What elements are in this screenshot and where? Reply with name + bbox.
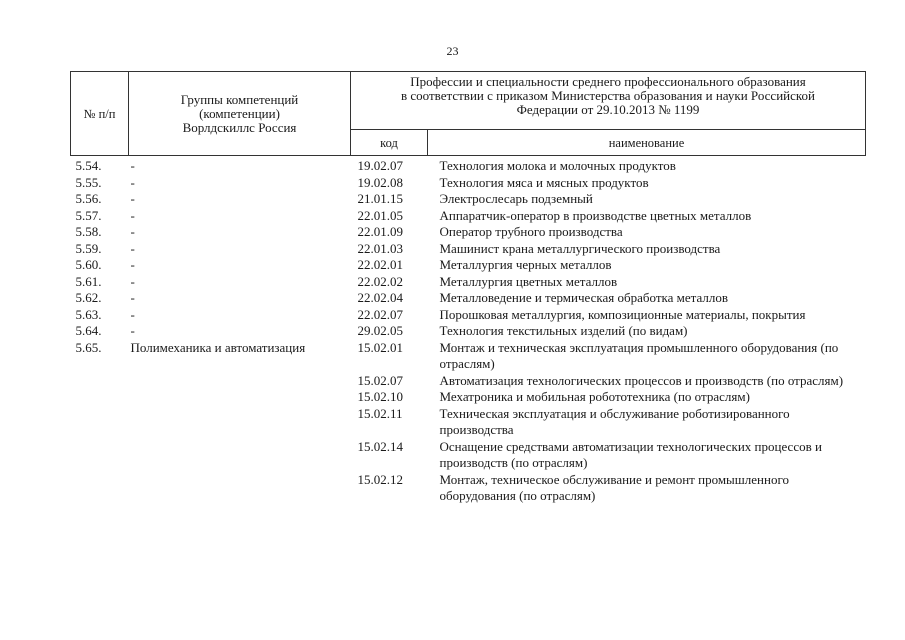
row-name: Автоматизация технологических процессов и производств (по отраслям) xyxy=(439,372,844,388)
header-num: № п/п xyxy=(71,72,129,156)
row-competency-group: - xyxy=(130,306,135,322)
header-professions-line: Федерации от 29.10.2013 № 1199 xyxy=(516,102,700,117)
row-competency-group xyxy=(129,406,351,439)
row-number: 5.56. xyxy=(75,191,102,206)
row-name: Металловедение и термическая обработка металлов xyxy=(439,290,728,305)
row-competency-group: - xyxy=(130,240,135,256)
row-code: 15.02.14 xyxy=(357,438,403,454)
table-row xyxy=(71,290,866,307)
row-number: 5.65. xyxy=(75,339,102,355)
table-row xyxy=(71,241,866,258)
header-group-line: Ворлдскиллс Россия xyxy=(182,119,297,135)
row-name: Монтаж и техническая эксплуатация промышленного оборудования (по отраслям) xyxy=(439,339,839,371)
row-number: 5.57. xyxy=(75,207,102,223)
row-number: 5.54. xyxy=(75,158,102,173)
row-number: 5.63. xyxy=(75,306,102,322)
row-competency-group xyxy=(129,373,351,390)
row-code: 22.02.04 xyxy=(357,290,403,305)
row-competency-group xyxy=(129,472,351,505)
row-number: 5.61. xyxy=(75,273,102,289)
competencies-table xyxy=(70,71,866,505)
table-body xyxy=(71,156,866,505)
row-name: Порошковая металлургия, композиционные материалы, покрытия xyxy=(439,306,806,322)
row-code: 22.02.01 xyxy=(357,257,403,272)
row-competency-group: - xyxy=(130,323,135,338)
row-code: 15.02.10 xyxy=(357,389,403,404)
row-number xyxy=(71,373,129,390)
row-competency-group: - xyxy=(130,191,135,206)
header-group xyxy=(129,72,351,156)
row-name: Техническая эксплуатация и обслуживание роботизированного производства xyxy=(439,405,790,437)
row-code: 29.02.05 xyxy=(357,323,403,338)
row-number: 5.59. xyxy=(75,240,102,256)
row-number xyxy=(71,439,129,472)
row-code: 22.01.03 xyxy=(357,240,403,256)
table-row xyxy=(71,373,866,390)
page-number: 23 xyxy=(446,44,459,58)
row-code: 15.02.11 xyxy=(357,405,403,421)
row-competency-group: - xyxy=(130,207,135,223)
row-code: 15.02.01 xyxy=(357,339,403,355)
row-competency-group: - xyxy=(130,257,135,272)
row-code: 15.02.12 xyxy=(357,471,403,487)
row-name: Оснащение средствами автоматизации технологических процессов и производств (по отраслям) xyxy=(439,438,822,470)
row-name: Аппаратчик-оператор в производстве цветных металлов xyxy=(439,207,752,223)
row-number xyxy=(71,472,129,505)
row-competency-group: - xyxy=(130,158,135,173)
header-group-line: Группы компетенций xyxy=(180,91,299,107)
row-number: 5.58. xyxy=(75,224,102,239)
row-competency-group: - xyxy=(130,224,135,239)
row-name: Оператор трубного производства xyxy=(439,224,623,239)
row-number: 5.60. xyxy=(75,257,102,272)
table-row xyxy=(71,389,866,406)
row-number: 5.62. xyxy=(75,290,102,305)
row-name: Машинист крана металлургического производства xyxy=(439,240,721,256)
header-name: наименование xyxy=(428,130,866,156)
row-code: 19.02.07 xyxy=(357,158,403,173)
table-row xyxy=(71,257,866,274)
row-code: 22.02.07 xyxy=(357,306,403,322)
table-row xyxy=(71,224,866,241)
table-row xyxy=(71,340,866,373)
row-competency-group: - xyxy=(130,174,135,190)
row-code: 22.01.05 xyxy=(357,207,403,223)
row-competency-group xyxy=(129,439,351,472)
table-row xyxy=(71,191,866,208)
row-number xyxy=(71,389,129,406)
competencies-table-container xyxy=(70,71,865,505)
row-number: 5.55. xyxy=(75,174,102,190)
row-name: Металлургия цветных металлов xyxy=(439,273,618,289)
table-row xyxy=(71,323,866,340)
row-number xyxy=(71,406,129,439)
row-competency-group: - xyxy=(130,273,135,289)
row-name: Мехатроника и мобильная робототехника (по отраслям) xyxy=(439,389,750,404)
header-professions-line: в соответствии с приказом Министерства образования и науки Российской xyxy=(401,88,815,103)
table-row xyxy=(71,175,866,192)
header-professions-line: Профессии и специальности среднего профессионального образования xyxy=(410,74,806,89)
table-row xyxy=(71,472,866,505)
row-competency-group: Полимеханика и автоматизация xyxy=(130,339,306,355)
table-row xyxy=(71,406,866,439)
header-group-line: (компетенции) xyxy=(199,105,280,121)
header-professions xyxy=(351,72,866,130)
header-code: код xyxy=(351,130,428,156)
table-header xyxy=(71,72,866,156)
row-code: 19.02.08 xyxy=(357,174,403,190)
row-name: Электрослесарь подземный xyxy=(439,191,593,206)
table-row xyxy=(71,156,866,175)
row-number: 5.64. xyxy=(75,323,102,338)
row-name: Технология текстильных изделий (по видам) xyxy=(439,323,688,338)
table-row xyxy=(71,274,866,291)
table-row xyxy=(71,208,866,225)
row-name: Металлургия черных металлов xyxy=(439,257,612,272)
row-code: 22.01.09 xyxy=(357,224,403,239)
row-code: 22.02.02 xyxy=(357,273,403,289)
row-code: 15.02.07 xyxy=(357,372,403,388)
row-name: Монтаж, техническое обслуживание и ремонт промышленного оборудования (по отраслям) xyxy=(439,471,789,503)
row-name: Технология мяса и мясных продуктов xyxy=(439,174,649,190)
row-code: 21.01.15 xyxy=(357,191,403,206)
table-row xyxy=(71,439,866,472)
row-competency-group: - xyxy=(130,290,135,305)
row-competency-group xyxy=(129,389,351,406)
table-row xyxy=(71,307,866,324)
row-name: Технология молока и молочных продуктов xyxy=(439,158,676,173)
